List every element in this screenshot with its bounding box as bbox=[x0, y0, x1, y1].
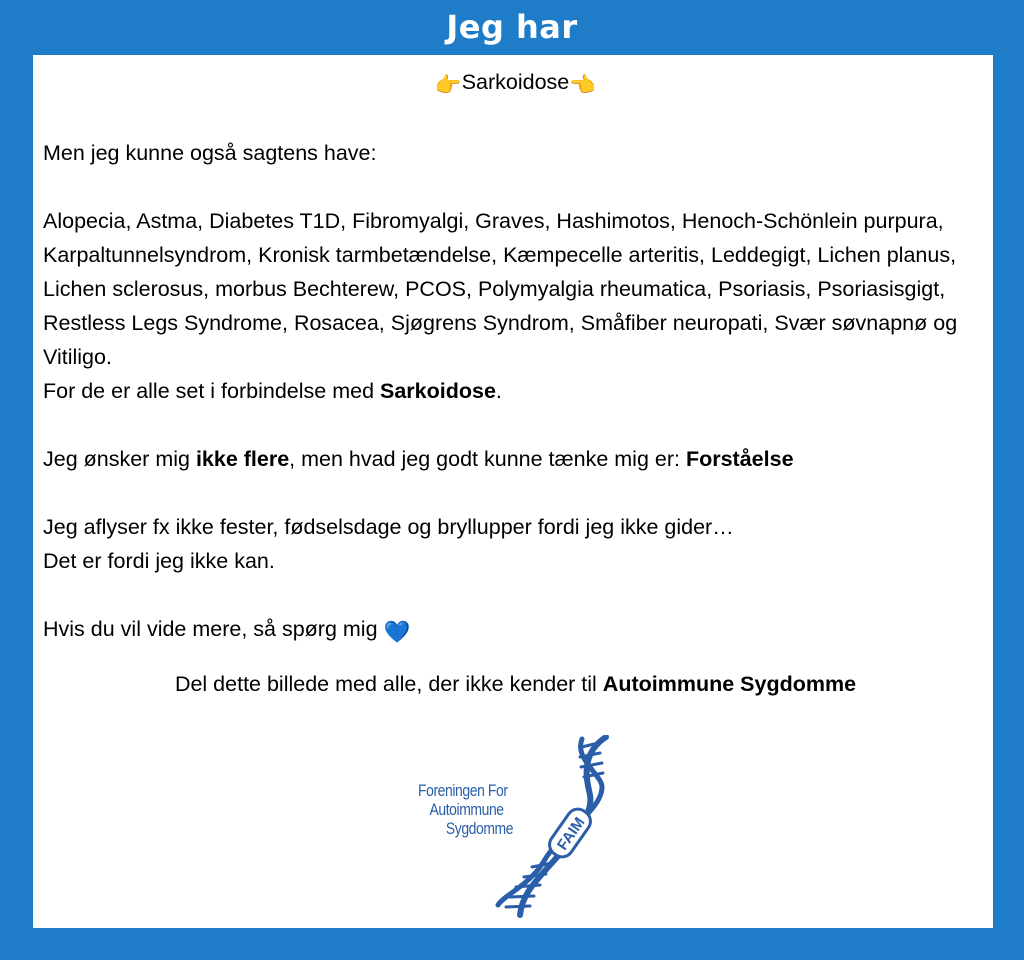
share-bold: Autoimmune Sygdomme bbox=[602, 672, 857, 696]
content-card bbox=[33, 55, 993, 928]
share-prefix: Del dette billede med alle, der ikke kender til bbox=[174, 672, 603, 696]
topic-title: Sarkoidose bbox=[461, 70, 570, 94]
connected-prefix: For de er alle set i forbindelse med bbox=[43, 379, 380, 403]
message-body bbox=[43, 65, 988, 701]
logo-line-2: Autoimmune bbox=[429, 800, 504, 819]
ask-text: Hvis du vil vide mere, så spørg mig bbox=[43, 617, 384, 641]
wish-line bbox=[43, 442, 988, 476]
cancel-line-1: Jeg aflyser fx ikke fester, fødselsdage og bryllupper fordi jeg ikke gider… bbox=[43, 515, 734, 539]
logo-line-3: Sygdomme bbox=[445, 819, 514, 838]
pointing-right-emoji: 👉 bbox=[434, 73, 462, 97]
wish-part1: Jeg ønsker mig bbox=[43, 447, 196, 471]
cancel-line-2: Det er fordi jeg ikke kan. bbox=[43, 549, 275, 573]
faim-logo bbox=[418, 735, 618, 920]
wish-part2: , men hvad jeg godt kunne tænke mig er: bbox=[289, 447, 686, 471]
blue-heart-emoji: 💙 bbox=[383, 620, 411, 644]
conditions-list: Alopecia, Astma, Diabetes T1D, Fibromyalgi, Graves, Hashimotos, Henoch-Schönlein purpura, Karpaltunnelsyndrom, Kronisk tarmbetændelse, Kæmpecelle arteritis, Leddegigt, Lichen planus, Lichen sclerosus, morbus Bechterew, PCOS, Polymyalgia rheumatica, Psoriasis, Psoriasisgigt, Restless Legs Syndrome, Rosacea, Sjøgrens Syndrom, Småfiber neuropati, Svær søvnapnø og Vitiligo. bbox=[43, 209, 958, 369]
intro-text: Men jeg kunne også sagtens have: bbox=[43, 141, 377, 165]
share-line bbox=[43, 667, 988, 701]
header-bar bbox=[0, 0, 1024, 54]
connected-line bbox=[43, 374, 988, 408]
page-title: Jeg har bbox=[446, 8, 578, 46]
connected-suffix: . bbox=[495, 379, 502, 403]
topic-line bbox=[43, 65, 988, 102]
connected-bold: Sarkoidose bbox=[380, 379, 496, 403]
ask-line bbox=[43, 612, 988, 649]
wish-bold2: Forståelse bbox=[685, 447, 794, 471]
wish-bold1: ikke flere bbox=[195, 447, 290, 471]
logo-badge: FAIM bbox=[553, 814, 589, 854]
dna-helix-icon bbox=[490, 735, 615, 920]
logo-line-1: Foreningen For bbox=[418, 781, 508, 800]
pointing-left-emoji: 👈 bbox=[569, 73, 597, 97]
